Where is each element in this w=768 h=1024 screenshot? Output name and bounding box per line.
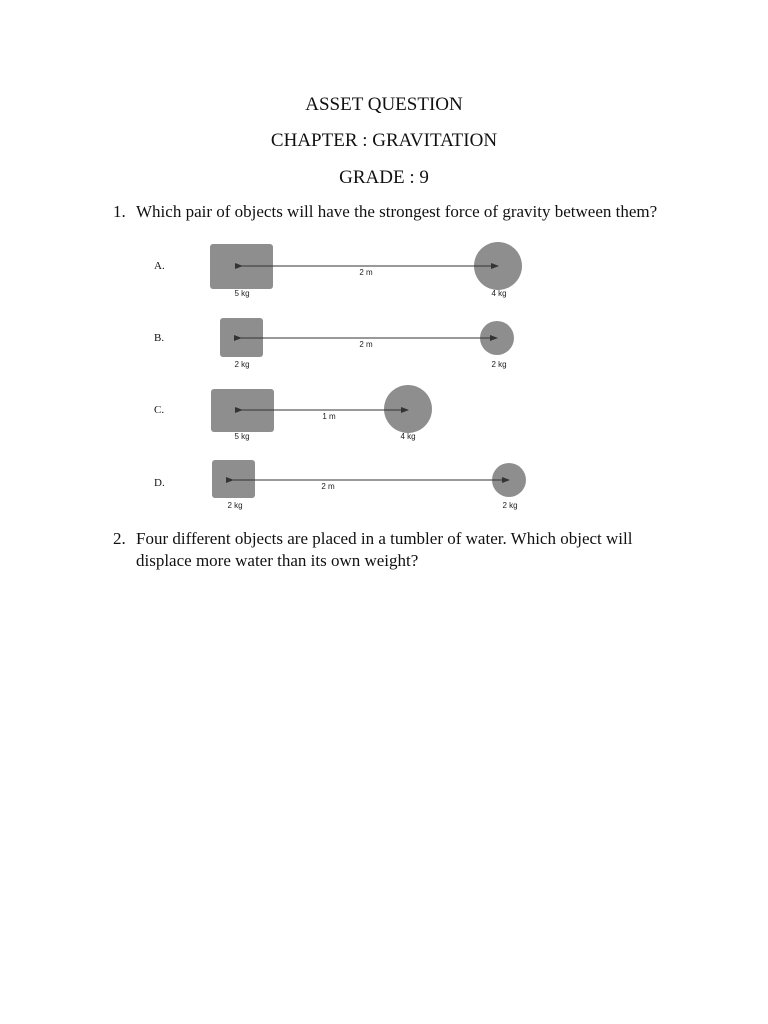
option-a-left-mass: 5 kg [234, 289, 250, 298]
grade-heading: GRADE : 9 [339, 167, 429, 188]
option-b-distance-label: 2 m [359, 340, 373, 349]
option-a-right-mass: 4 kg [491, 289, 507, 298]
option-c-right-mass: 4 kg [400, 432, 416, 441]
option-c-figure [211, 385, 432, 433]
option-a-figure [210, 242, 522, 290]
option-a-label[interactable]: A. [154, 260, 165, 272]
option-d-figure [212, 460, 526, 498]
option-c-right-object [384, 385, 432, 433]
option-d-distance-label: 2 m [321, 482, 335, 491]
option-c-left-mass: 5 kg [234, 432, 250, 441]
option-d-left-mass: 2 kg [227, 501, 243, 510]
option-a-distance-label: 2 m [359, 268, 373, 277]
question-2-text: Four different objects are placed in a tumbler of water. Which object will displace more water than its own weight? [136, 529, 633, 570]
question-2-number: 2. [113, 529, 126, 548]
option-c-label[interactable]: C. [154, 404, 165, 416]
option-b-right-mass: 2 kg [491, 360, 507, 369]
option-d-right-mass: 2 kg [502, 501, 518, 510]
option-d-left-object [212, 460, 255, 498]
page-title: ASSET QUESTION [305, 94, 463, 115]
chapter-heading: CHAPTER : GRAVITATION [270, 130, 498, 151]
option-b-figure [220, 318, 514, 357]
option-c-distance-label: 1 m [322, 412, 336, 421]
question-1-text: Which pair of objects will have the strongest force of gravity between them? [136, 202, 658, 221]
question-1-number: 1. [113, 202, 126, 221]
option-b-left-mass: 2 kg [234, 360, 250, 369]
option-b-label[interactable]: B. [154, 332, 165, 344]
option-d-label[interactable]: D. [154, 477, 165, 489]
